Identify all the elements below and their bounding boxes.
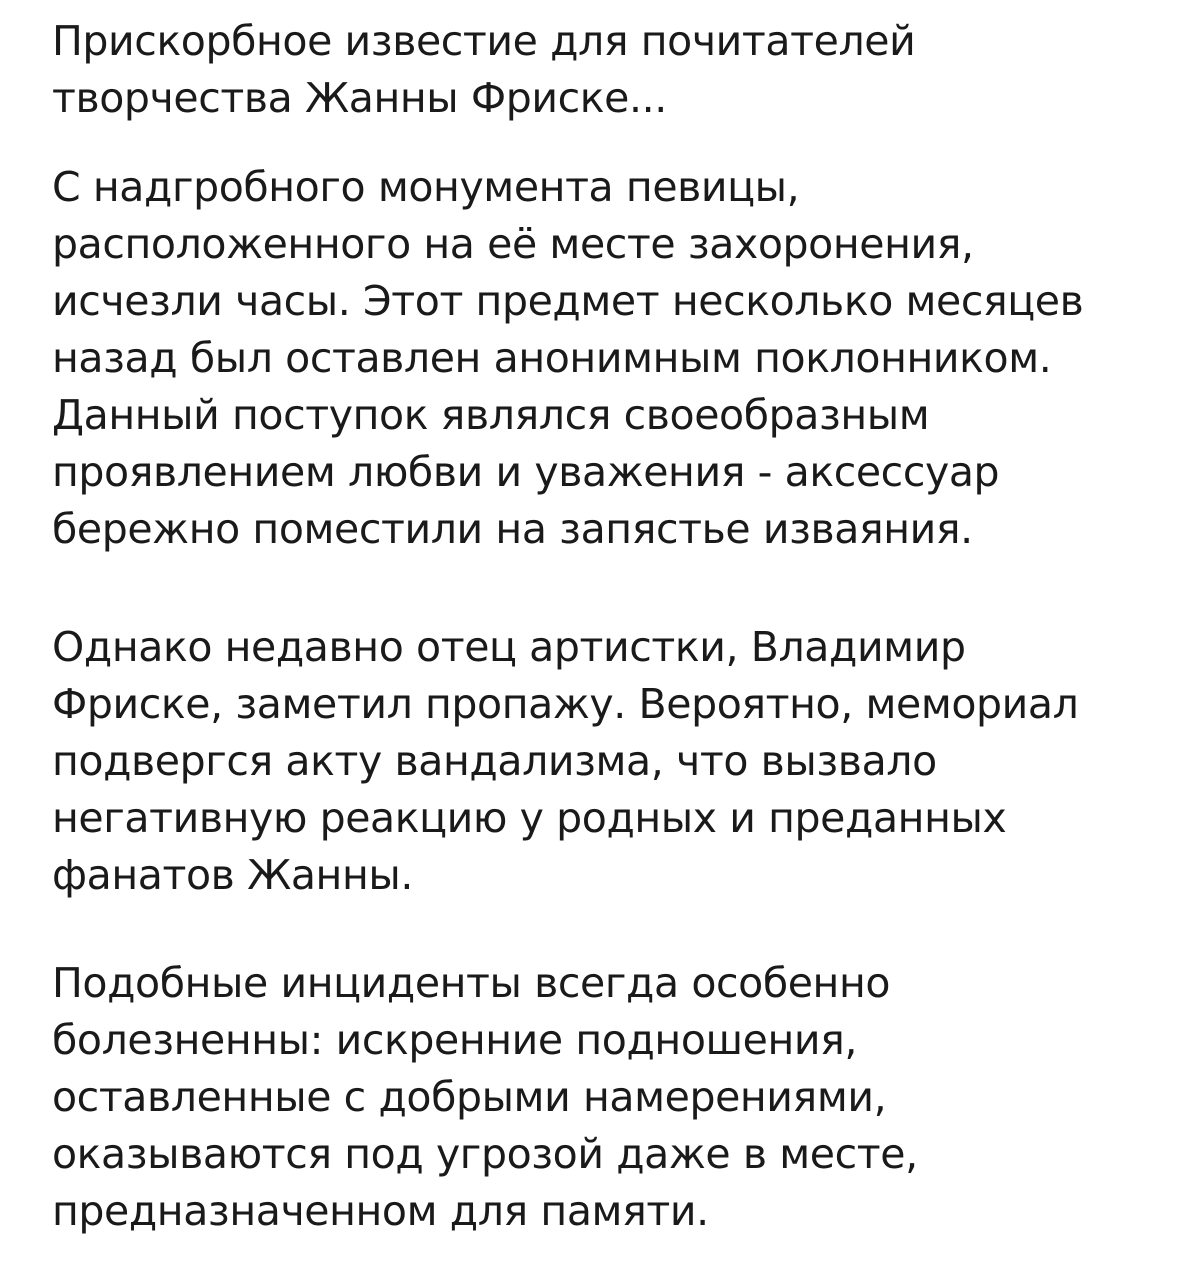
text-line: Данный поступок являлся своеобразным — [52, 391, 930, 439]
text-line: С надгробного монумента певицы, — [52, 163, 800, 211]
text-line: назад был оставлен анонимным поклонником. — [52, 334, 1052, 382]
text-line: оказываются под угрозой даже в месте, — [52, 1130, 918, 1178]
text-line: расположенного на её месте захоронения, — [52, 220, 974, 268]
text-line: бережно поместили на запястье изваяния. — [52, 505, 973, 553]
text-line: творчества Жанны Фриске... — [52, 74, 667, 122]
text-line: проявлением любви и уважения - аксессуар — [52, 448, 1000, 496]
text-line: Подобные инциденты всегда особенно — [52, 959, 891, 1007]
text-line: предназначенном для памяти. — [52, 1187, 709, 1235]
text-line: фанатов Жанны. — [52, 851, 413, 899]
paragraph-conclusion — [52, 955, 918, 1240]
text-line: оставленные с добрыми намерениями, — [52, 1073, 887, 1121]
paragraph-event — [52, 159, 1083, 558]
text-line: подвергся акту вандализма, что вызвало — [52, 737, 937, 785]
text-line: исчезли часы. Этот предмет несколько месяцев — [52, 277, 1084, 325]
paragraph-discovery — [52, 619, 1078, 904]
text-line: Однако недавно отец артистки, Владимир — [52, 623, 966, 671]
text-line: Фриске, заметил пропажу. Вероятно, мемориал — [52, 680, 1079, 728]
text-line: болезненны: искренние подношения, — [52, 1016, 857, 1064]
paragraph-intro — [52, 13, 915, 127]
text-line: негативную реакцию у родных и преданных — [52, 794, 1007, 842]
text-line: Прискорбное известие для почитателей — [52, 17, 916, 65]
